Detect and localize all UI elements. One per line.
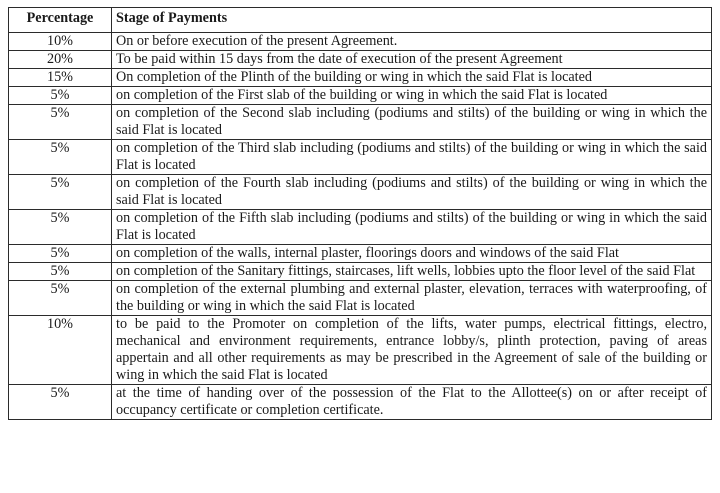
stage-cell: On or before execution of the present Agreement. — [112, 33, 712, 51]
table-row — [9, 316, 712, 385]
stage-cell: On completion of the Plinth of the building or wing in which the said Flat is located — [112, 69, 712, 87]
percentage-cell: 10% — [9, 33, 112, 51]
table-header-row — [9, 8, 712, 33]
table-row — [9, 105, 712, 140]
table-row — [9, 33, 712, 51]
stage-cell: on completion of the Fourth slab including (podiums and stilts) of the building or wing in which the said Flat is located — [112, 175, 712, 210]
payment-schedule-table — [8, 7, 712, 420]
table-row — [9, 210, 712, 245]
stage-cell: To be paid within 15 days from the date of execution of the present Agreement — [112, 51, 712, 69]
percentage-cell: 5% — [9, 175, 112, 210]
table-row — [9, 87, 712, 105]
table-row — [9, 175, 712, 210]
table-row — [9, 281, 712, 316]
header-percentage: Percentage — [9, 8, 112, 33]
stage-cell: on completion of the First slab of the building or wing in which the said Flat is located — [112, 87, 712, 105]
stage-cell: on completion of the Second slab including (podiums and stilts) of the building or wing in which the said Flat is located — [112, 105, 712, 140]
table-row — [9, 245, 712, 263]
percentage-cell: 5% — [9, 105, 112, 140]
percentage-cell: 20% — [9, 51, 112, 69]
percentage-cell: 5% — [9, 87, 112, 105]
stage-cell: on completion of the Fifth slab including (podiums and stilts) of the building or wing in which the said Flat is located — [112, 210, 712, 245]
percentage-cell: 5% — [9, 281, 112, 316]
table-row — [9, 69, 712, 87]
stage-cell: at the time of handing over of the possession of the Flat to the Allottee(s) on or after receipt of occupancy certificate or completion certificate. — [112, 385, 712, 420]
table-row — [9, 263, 712, 281]
table-row — [9, 51, 712, 69]
percentage-cell: 5% — [9, 385, 112, 420]
percentage-cell: 5% — [9, 263, 112, 281]
header-stage-of-payments: Stage of Payments — [112, 8, 712, 33]
table-row — [9, 385, 712, 420]
percentage-cell: 5% — [9, 245, 112, 263]
percentage-cell: 5% — [9, 210, 112, 245]
percentage-cell: 10% — [9, 316, 112, 385]
stage-cell: on completion of the Third slab including (podiums and stilts) of the building or wing in which the said Flat is located — [112, 140, 712, 175]
stage-cell: to be paid to the Promoter on completion of the lifts, water pumps, electrical fittings, electro, mechanical and environment requirements, entrance lobby/s, plinth protection, paving of areas appertain and all other requirements as may be prescribed in the Agreement of sale of the building or wing in which the said Flat is located — [112, 316, 712, 385]
percentage-cell: 15% — [9, 69, 112, 87]
stage-cell: on completion of the walls, internal plaster, floorings doors and windows of the said Flat — [112, 245, 712, 263]
stage-cell: on completion of the Sanitary fittings, staircases, lift wells, lobbies upto the floor level of the said Flat — [112, 263, 712, 281]
percentage-cell: 5% — [9, 140, 112, 175]
stage-cell: on completion of the external plumbing and external plaster, elevation, terraces with waterproofing, of the building or wing in which the said Flat is located — [112, 281, 712, 316]
table-row — [9, 140, 712, 175]
